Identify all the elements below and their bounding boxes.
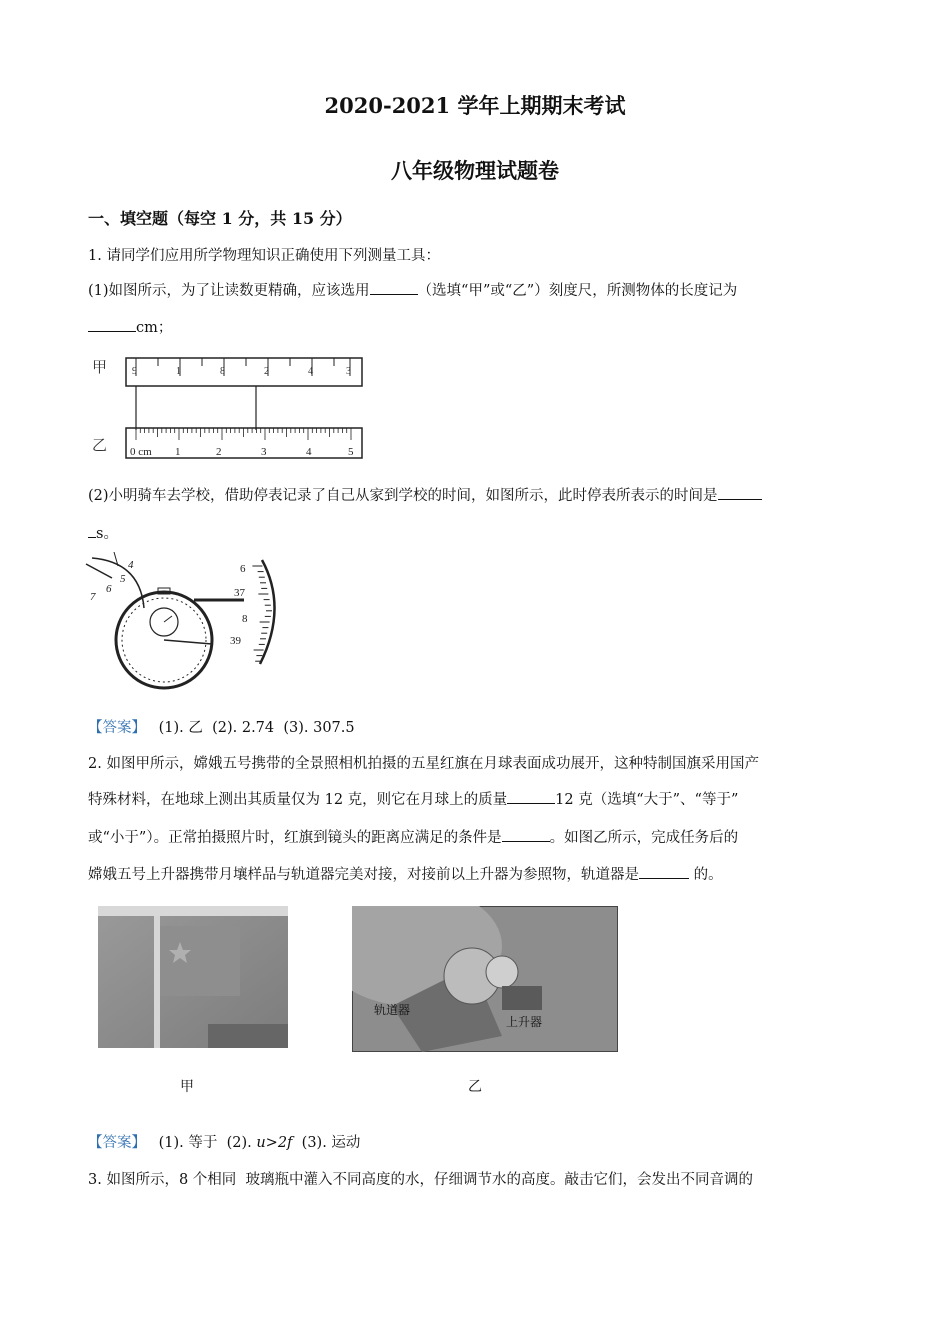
q2-line2 [88, 788, 738, 809]
q1-part2-text-b: s。 [96, 526, 118, 542]
answer-blank [88, 317, 136, 332]
stopwatch-left-tick: 5 [120, 573, 126, 585]
q2-line4-text-a: 嫦娥五号上升器携带月壤样品与轨道器完美对接，对接前以上升器为参照物，轨道器是 [88, 867, 639, 883]
stopwatch-figure [84, 552, 284, 694]
q3-line1: 3. 如图所示，8 个相同 玻璃瓶中灌入不同高度的水，仔细调节水的高度。敲击它们，会发出不同音调的 [88, 1172, 753, 1188]
ruler-jia-tick: 3 [346, 366, 351, 377]
ruler-yi-tick: 3 [261, 446, 267, 458]
answer-blank [718, 485, 762, 500]
q1-part1-text-c: cm； [136, 320, 173, 336]
q2-line1: 2. 如图甲所示，嫦娥五号携带的全景照相机拍摄的五星红旗在月球表面成功展开，这种特制国旗采用国产 [88, 756, 759, 772]
figure-label-jia: 甲 [180, 1079, 194, 1095]
ruler-yi-tick: 1 [175, 446, 181, 458]
answer-blank [502, 827, 550, 842]
q2-line2-text-b: 12 克（选填“大于”、“等于” [555, 792, 739, 808]
ruler-yi-label: 乙 [92, 438, 108, 454]
ruler-yi-tick: 4 [306, 446, 312, 458]
flag-photo [98, 906, 288, 1048]
answer-tag: 【答案】 [88, 720, 146, 736]
q1-part1-line2 [88, 316, 172, 337]
ruler-jia [126, 358, 362, 386]
q1-stem: 1. 请同学们应用所学物理知识正确使用下列测量工具： [88, 248, 440, 264]
q2-line3 [88, 826, 738, 847]
q1-part2-line2 [88, 522, 118, 543]
answer-text: (1). 乙 (2). 2.74 (3). 307.5 [158, 720, 355, 736]
stopwatch-right-tick: 6 [240, 563, 246, 575]
exam-title: 2020-2021 学年上期期末考试 [324, 93, 626, 118]
q1-part2-text-a: (2)小明骑车去学校，借助停表记录了自己从家到学校的时间，如图所示，此时停表所表示的时间是 [88, 488, 718, 504]
q2-line4-text-b: 的。 [689, 867, 723, 883]
second-hand [164, 640, 212, 644]
ascender-label: 上升器 [506, 1015, 543, 1029]
q1-part1-line [88, 279, 737, 300]
q2-line2-text-a: 特殊材料，在地球上测出其质量仅为 12 克，则它在月球上的质量 [88, 792, 508, 808]
ruler-yi [126, 428, 362, 458]
stopwatch-right-tick: 37 [234, 587, 245, 599]
answer-text-a: (1). 等于 (2). [158, 1135, 257, 1151]
answer-tag: 【答案】 [88, 1135, 146, 1151]
q2-line3-text-b: 。如图乙所示，完成任务后的 [549, 830, 739, 846]
ruler-yi-tick: 5 [348, 446, 354, 458]
ruler-jia-tick: 2 [264, 366, 269, 377]
q1-answer [88, 716, 355, 737]
ruler-yi-tick: 0 cm [130, 446, 152, 458]
q1-part1-text-a: (1)如图所示，为了让读数更精确，应该选用 [88, 283, 370, 299]
q1-part2-line [88, 484, 762, 505]
answer-blank [88, 523, 96, 538]
q1-part1-text-b: （选填“甲”或“乙”）刻度尺，所测物体的长度记为 [417, 283, 738, 299]
answer-math: u>2f [256, 1135, 293, 1151]
ruler-figure [88, 350, 370, 468]
docking-photo [352, 906, 618, 1052]
stopwatch-right-tick: 39 [230, 635, 241, 647]
q2-line3-text-a: 或“小于”）。正常拍摄照片时，红旗到镜头的距离应满足的条件是 [88, 830, 502, 846]
figure-label-yi: 乙 [468, 1079, 482, 1095]
stopwatch-left-tick: 4 [128, 559, 134, 571]
answer-blank [639, 864, 689, 879]
stopwatch-left-tick: 7 [90, 591, 96, 603]
q2-answer [88, 1131, 360, 1152]
ruler-jia-tick: 4 [308, 366, 313, 377]
answer-blank [507, 789, 555, 804]
ruler-yi-tick: 2 [216, 446, 222, 458]
ruler-jia-tick: 1 [176, 366, 181, 377]
stopwatch-left-tick: 6 [106, 583, 112, 595]
ruler-jia-tick: 8 [220, 366, 225, 377]
flag-pole [154, 916, 160, 1048]
q2-line4 [88, 863, 723, 884]
section-heading: 一、填空题（每空 1 分，共 15 分） [88, 209, 352, 228]
answer-text-b: (3). 运动 [292, 1135, 361, 1151]
ruler-jia-label: 甲 [92, 360, 108, 376]
stopwatch-right-tick: 8 [242, 613, 248, 625]
exam-subtitle: 八年级物理试题卷 [391, 158, 559, 183]
answer-blank [370, 280, 418, 295]
minute-pointer [86, 564, 112, 578]
ruler-jia-tick: 9 [132, 366, 137, 377]
orbiter-label: 轨道器 [374, 1003, 411, 1017]
